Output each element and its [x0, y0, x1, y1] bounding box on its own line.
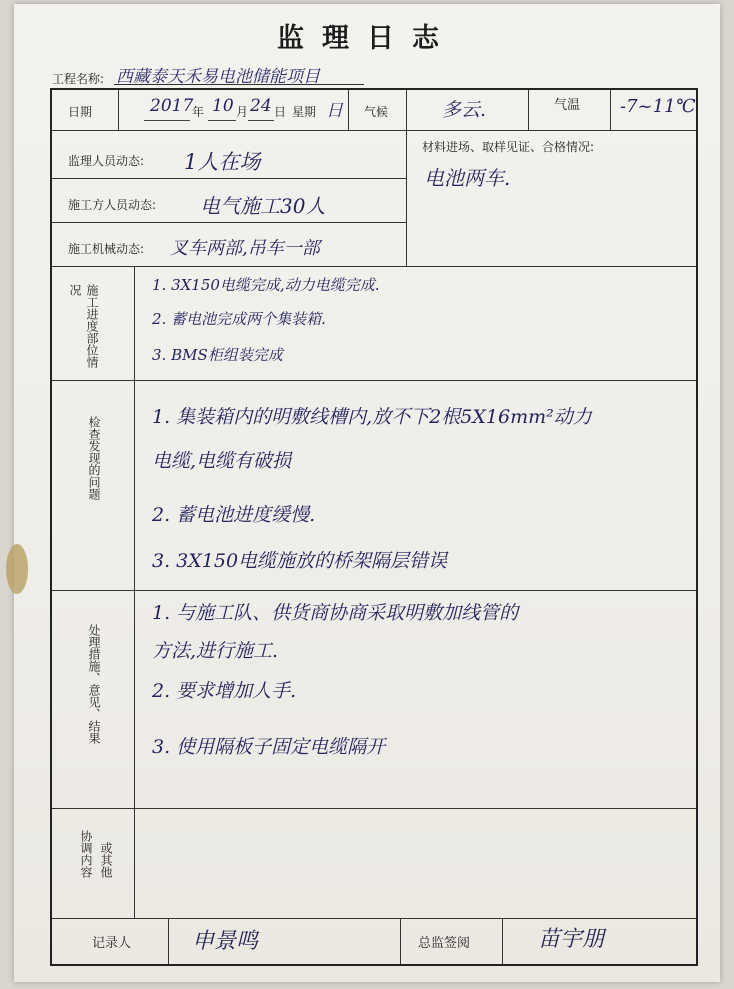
- year-underline: [144, 120, 190, 121]
- vrule-recorder: [168, 918, 169, 964]
- vrule-weekday: [348, 90, 349, 130]
- weekday-label: 星期: [292, 105, 317, 119]
- issue-item-3: 3. 3X150电缆施放的桥架隔层错误: [152, 550, 448, 572]
- temp-value: -7~11℃: [620, 96, 696, 117]
- rule-issues: [52, 590, 696, 591]
- machinery-value: 叉车两部,吊车一部: [170, 238, 320, 259]
- binder-clip: [6, 544, 28, 594]
- date-label: 日期: [68, 105, 93, 119]
- year-label: 年: [192, 105, 205, 119]
- coordination-label-side: 或其他: [99, 842, 113, 878]
- temp-label: 气温: [554, 98, 581, 113]
- progress-item-3: 3. BMS柜组装完成: [152, 346, 283, 364]
- rule-measures: [52, 808, 696, 809]
- date-month: 10: [212, 96, 234, 116]
- weather-value: 多云.: [442, 99, 487, 121]
- date-year: 2017: [150, 96, 194, 116]
- measure-item-1: 1. 与施工队、供货商协商采取明敷加线管的: [152, 602, 519, 624]
- recorder-label: 记录人: [92, 936, 132, 951]
- coordination-label: 协调内容: [79, 830, 93, 878]
- issues-label: 检查发现的问题: [87, 416, 101, 500]
- materials-label: 材料进场、取样见证、合格情况:: [422, 140, 595, 154]
- rule-coordination: [52, 918, 696, 919]
- measure-item-3: 3. 使用隔板子固定电缆隔开: [152, 736, 386, 758]
- project-name: 西藏泰天禾易电池储能项目: [116, 67, 320, 87]
- chief-signature: 苗宇朋: [538, 927, 605, 952]
- issue-item-1: 1. 集装箱内的明敷线槽内,放不下2根5X16mm²动力: [152, 406, 592, 428]
- progress-item-1: 1. 3X150电缆完成,动力电缆完成.: [152, 276, 380, 294]
- progress-item-2: 2. 蓄电池完成两个集装箱.: [152, 310, 326, 328]
- vrule-chief-right: [502, 918, 503, 964]
- progress-label: 施工进度部位情况: [68, 284, 99, 368]
- issue-item-2: 2. 蓄电池进度缓慢.: [152, 504, 316, 526]
- document-title: 监理日志: [277, 23, 457, 54]
- supervisor-label: 监理人员动态:: [68, 154, 145, 168]
- month-label: 月: [236, 105, 249, 119]
- vrule-weather: [528, 90, 529, 130]
- vrule-date-label: [118, 90, 119, 130]
- month-underline: [208, 120, 236, 121]
- measures-label: 处理措施、意见、结果: [87, 624, 101, 744]
- vrule-temp-label: [610, 90, 611, 130]
- measure-item-2: 2. 要求增加人手.: [152, 680, 297, 702]
- log-form: [50, 88, 698, 966]
- rule-machinery: [52, 266, 696, 267]
- vrule-chief-left: [400, 918, 401, 964]
- machinery-label: 施工机械动态:: [68, 242, 145, 256]
- vrule-label-column: [134, 266, 135, 918]
- date-day: 24: [250, 96, 272, 116]
- project-label: 工程名称:: [52, 72, 105, 86]
- log-sheet: [14, 4, 720, 982]
- constructor-label: 施工方人员动态:: [68, 198, 157, 212]
- project-underline: [114, 84, 364, 85]
- measure-item-1b: 方法,进行施工.: [152, 640, 279, 662]
- day-label: 日: [274, 105, 287, 119]
- supervisor-value: 1人在场: [184, 150, 261, 174]
- day-underline: [248, 120, 274, 121]
- rule-progress: [52, 380, 696, 381]
- weekday-value: 日: [326, 101, 343, 121]
- materials-value: 电池两车.: [424, 166, 511, 190]
- weather-label: 气候: [364, 105, 389, 119]
- rule-supervisor: [52, 178, 406, 179]
- rule-date: [52, 130, 696, 131]
- vrule-staff-materials: [406, 90, 407, 266]
- issue-item-1b: 电缆,电缆有破损: [152, 450, 292, 472]
- constructor-value: 电气施工30人: [200, 194, 326, 218]
- chief-label: 总监签阅: [418, 936, 471, 951]
- recorder-signature: 申景鸣: [192, 929, 259, 954]
- rule-constructor: [52, 222, 406, 223]
